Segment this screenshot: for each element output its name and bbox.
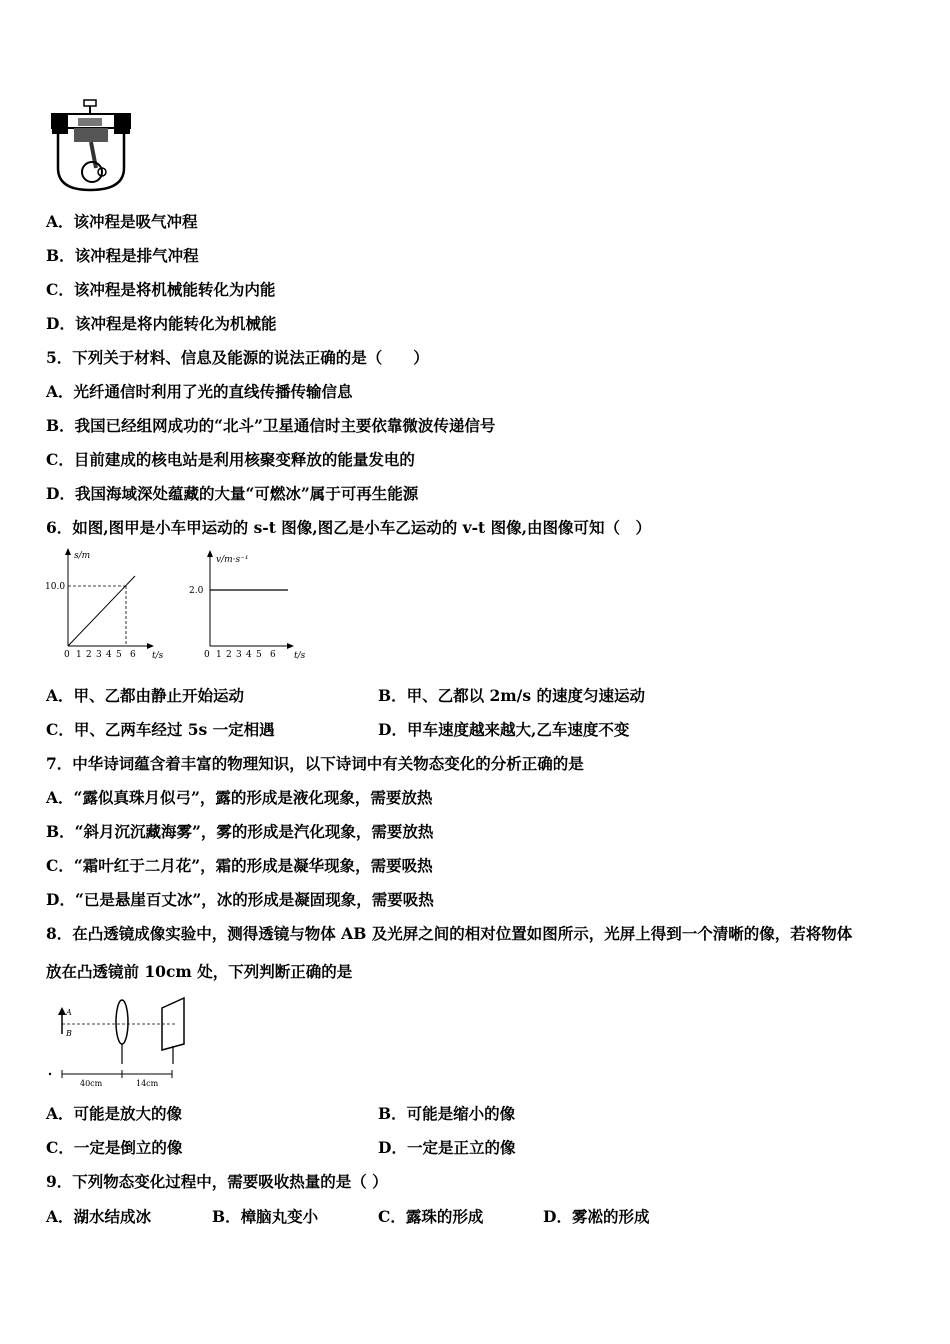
graph-a-xtick-0: 0	[64, 650, 70, 660]
q7-option-b: B．“斜月沉沉藏海雾”，雾的形成是汽化现象，需要放热	[46, 822, 434, 841]
q8-option-d: D．一定是正立的像	[378, 1138, 516, 1157]
q8-stem-line2: 放在凸透镜前 10cm 处，下列判断正确的是	[46, 962, 353, 981]
q5-option-b: B．我国已经组网成功的“北斗”卫星通信时主要依靠微波传递信号	[46, 416, 496, 435]
lens-setup-figure	[44, 994, 194, 1088]
graph-b-ytick: 2.0	[189, 586, 204, 596]
q8-option-c: C．一定是倒立的像	[46, 1138, 183, 1157]
q9-stem: 9．下列物态变化过程中，需要吸收热量的是（ ）	[46, 1172, 388, 1191]
q6-option-d: D．甲车速度越来越大,乙车速度不变	[378, 720, 630, 739]
q9-option-c: C．露珠的形成	[378, 1207, 484, 1226]
q8-stem-line1: 8．在凸透镜成像实验中，测得透镜与物体 AB 及光屏之间的相对位置如图所示，光屏上得到一个清晰的像，若将物体	[46, 924, 853, 943]
graph-b-xtick-6: 6	[270, 650, 276, 660]
dist-40cm: 40cm	[80, 1079, 103, 1088]
q7-option-c: C．“霜叶红于二月花”，霜的形成是凝华现象，需要吸热	[46, 856, 433, 875]
engine-stroke-figure	[44, 98, 136, 194]
q7-option-d: D．“已是悬崖百丈冰”，冰的形成是凝固现象，需要吸热	[46, 890, 434, 909]
engine-diagram	[44, 98, 136, 194]
q4-option-c: C．该冲程是将机械能转化为内能	[46, 280, 276, 299]
q7-stem: 7．中华诗词蕴含着丰富的物理知识，以下诗词中有关物态变化的分析正确的是	[46, 754, 584, 773]
graph-a	[45, 548, 164, 661]
graph-b-xtick-4: 4	[246, 650, 252, 660]
q8-option-b: B．可能是缩小的像	[378, 1104, 516, 1123]
graph-a-xtick-4: 4	[106, 650, 112, 660]
q5-option-a: A．光纤通信时利用了光的直线传播传输信息	[46, 382, 353, 401]
graph-b-xtick-3: 3	[236, 650, 242, 660]
q6-option-b: B．甲、乙都以 2m/s 的速度匀速运动	[378, 686, 645, 705]
q4-option-a: A．该冲程是吸气冲程	[46, 212, 198, 231]
q8-option-a: A．可能是放大的像	[46, 1104, 183, 1123]
graph-a-xtick-5: 5	[116, 650, 122, 660]
graph-b-xtick-0: 0	[204, 650, 210, 660]
graph-b-xtick-2: 2	[226, 650, 232, 660]
q9-option-b: B．樟脑丸变小	[212, 1207, 319, 1226]
q4-option-d: D．该冲程是将内能转化为机械能	[46, 314, 277, 333]
q7-option-a: A．“露似真珠月似弓”，露的形成是液化现象，需要放热	[46, 788, 433, 807]
label-a: A	[66, 1008, 72, 1017]
q4-option-b: B．该冲程是排气冲程	[46, 246, 199, 265]
q9-option-a: A．湖水结成冰	[46, 1207, 152, 1226]
q9-option-d: D．雾凇的形成	[543, 1207, 650, 1226]
q6-option-a: A．甲、乙都由静止开始运动	[46, 686, 245, 705]
label-b: B	[66, 1029, 72, 1038]
graph-a-xtick-3: 3	[96, 650, 102, 660]
graph-b-ylabel: v/m·s⁻¹	[216, 555, 249, 565]
graph-b-xlabel: t/s	[294, 651, 306, 661]
graph-b	[189, 550, 306, 661]
graph-a-ytick: 10.0	[45, 582, 66, 592]
q6-option-c: C．甲、乙两车经过 5s 一定相遇	[46, 720, 275, 739]
graph-a-xlabel: t/s	[152, 651, 164, 661]
graph-a-xtick-6: 6	[130, 650, 136, 660]
q6-stem: 6．如图,图甲是小车甲运动的 s-t 图像,图乙是小车乙运动的 v-t 图像,由图像可知（ ）	[46, 518, 651, 537]
q6-graphs-svg	[44, 546, 310, 664]
graph-a-xtick-2: 2	[86, 650, 92, 660]
graph-b-xtick-5: 5	[256, 650, 262, 660]
q5-option-d: D．我国海域深处蕴藏的大量“可燃冰”属于可再生能源	[46, 484, 419, 503]
dist-14cm: 14cm	[136, 1079, 159, 1088]
graph-a-ylabel: s/m	[74, 551, 91, 561]
lens-setup-svg	[44, 994, 194, 1088]
q5-option-c: C．目前建成的核电站是利用核聚变释放的能量发电的	[46, 450, 415, 469]
q6-graphs	[44, 546, 310, 664]
graph-b-xtick-1: 1	[216, 650, 222, 660]
q5-stem: 5．下列关于材料、信息及能源的说法正确的是（ ）	[46, 348, 429, 367]
graph-a-xtick-1: 1	[76, 650, 82, 660]
